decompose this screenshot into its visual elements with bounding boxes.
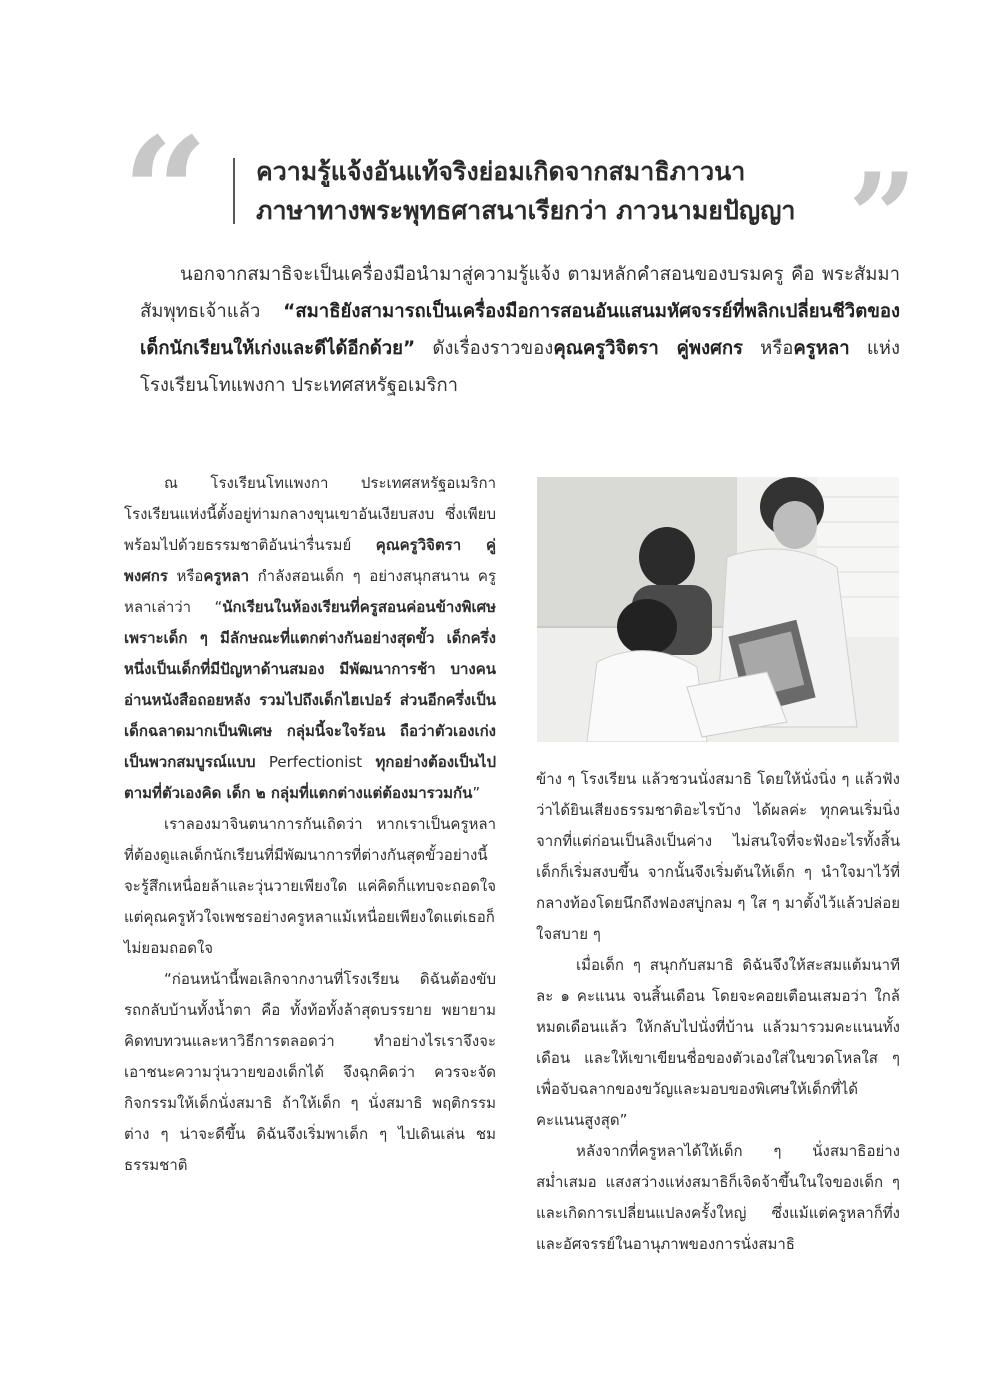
teacher-name: คุณครูวิจิตรา คู่พงศกร	[553, 338, 743, 359]
intro-text: ดังเรื่องราวของ	[415, 338, 554, 359]
body-paragraph: ข้าง ๆ โรงเรียน แล้วชวนนั่งสมาธิ โดยให้นั่งนิ่ง ๆ แล้วฟังว่าได้ยินเสียงธรรมชาติอะไรบ้าง ได้ผลค่ะ ทุกคนเริ่มนิ่ง จากที่แต่ก่อนเป็นลิงเป็นค่าง ไม่สนใจที่จะฟังอะไรทั้งสิ้น เด็กก็เริ่มสงบขึ้น จากนั้นจึงเริ่มต้นให้เด็ก ๆ นำใจมาไว้ที่กลางท้องโดยนึกถึงฟองสบู่กลม ๆ ใส ๆ มาตั้งไว้แล้วปล่อยใจสบาย ๆ	[536, 770, 900, 943]
intro-highlight: “สมาธิยังสามารถเป็นเครื่องมือการสอนอันแสนมหัศจรรย์ที่พลิกเปลี่ยนชีวิตของเด็กนักเรียนให้เก่งและดีได้อีกด้วย”	[140, 301, 900, 359]
classroom-photo	[537, 477, 899, 742]
pull-quote	[256, 152, 856, 230]
body-paragraph: เราลองมาจินตนาการกันเถิดว่า หากเราเป็นครูหลา ที่ต้องดูแลเด็กนักเรียนที่มีพัฒนาการที่ต่างกันสุดขั้วอย่างนี้ จะรู้สึกเหนื่อยล้าและวุ่นวายเพียงใด แค่คิดก็แทบจะถอดใจ แต่คุณครูหัวใจเพชรอย่างครูหลาแม้เหนื่อยเพียงใดแต่เธอก็ไม่ยอมถอดใจ	[124, 815, 496, 957]
intro-paragraph	[140, 256, 900, 404]
teacher-nickname: ครูหลา	[203, 567, 250, 585]
body-paragraph: เมื่อเด็ก ๆ สนุกกับสมาธิ ดิฉันจึงให้สะสมแต้มนาทีละ ๑ คะแนน จนสิ้นเดือน โดยจะคอยเตือนเสมอว่า ใกล้หมดเดือนแล้ว ให้กลับไปนั่งที่บ้าน แล้วมารวมคะแนนทั้งเดือน และให้เขาเขียนชื่อของตัวเองใส่ในขวดโหลใส ๆ เพื่อจับฉลากของขวัญและมอบของพิเศษให้เด็กที่ได้คะแนนสูงสุด”	[536, 956, 900, 1129]
left-column	[124, 468, 496, 1181]
open-quote-mark: “	[122, 105, 209, 281]
pull-quote-line-2: ภาษาทางพระพุทธศาสนาเรียกว่า ภาวนามยปัญญา	[256, 196, 796, 225]
teacher-nickname: ครูหลา	[793, 338, 850, 359]
close-quote-mark: ”	[848, 147, 918, 288]
body-text: ณ โรงเรียนโทแพงกา ประเทศสหรัฐอเมริกา โรงเรียนแห่งนี้ตั้งอยู่ท่ามกลางขุนเขาอันเงียบสงบ ซึ่งเพียบพร้อมไปด้วยธรรมชาติอันน่ารื่นรมย์	[124, 474, 496, 554]
intro-text: นอกจากสมาธิจะเป็นเครื่องมือนำมาสู่ความรู้แจ้ง ตามหลักคำสอนของบรมครู คือ พระสัมมาสัมพุทธเจ้าแล้ว	[140, 264, 900, 322]
body-text: กำลังสอนเด็ก ๆ อย่างสนุกสนาน ครูหลาเล่าว่า “	[124, 567, 496, 616]
quoted-statement: ทุกอย่างต้องเป็นไปตามที่ตัวเองคิด เด็ก ๒ กลุ่มที่แตกต่างแต่ต้องมารวมกัน	[124, 753, 496, 802]
teacher-name: คุณครูวิจิตรา คู่พงศกร	[124, 536, 496, 585]
pull-quote-line-1: ความรู้แจ้งอันแท้จริงย่อมเกิดจากสมาธิภาวนา	[256, 157, 746, 186]
intro-text: หรือ	[742, 338, 794, 359]
body-text: ”	[472, 784, 481, 802]
body-paragraph: “ก่อนหน้านี้พอเลิกจากงานที่โรงเรียน ดิฉันต้องขับรถกลับบ้านทั้งน้ำตา คือ ทั้งท้อทั้งล้าสุดบรรยาย พยายามคิดทบทวนและหาวิธีการตลอดว่า ทำอย่างไรเราจึงจะเอาชนะความวุ่นวายของเด็กได้ จึงฉุกคิดว่า ควรจะจัดกิจกรรมให้เด็กนั่งสมาธิ ถ้าให้เด็ก ๆ นั่งสมาธิ พฤติกรรมต่าง ๆ น่าจะดีขึ้น ดิฉันจึงเริ่มพาเด็ก ๆ ไปเดินเล่น ชมธรรมชาติ	[124, 970, 496, 1174]
body-text: Perfectionist	[255, 753, 376, 771]
body-paragraph	[124, 468, 496, 809]
pull-quote-divider	[233, 158, 235, 224]
body-paragraph: หลังจากที่ครูหลาได้ให้เด็ก ๆ นั่งสมาธิอย่างสม่ำเสมอ แสงสว่างแห่งสมาธิก็เจิดจ้าขึ้นในใจของเด็ก ๆ และเกิดการเปลี่ยนแปลงครั้งใหญ่ ซึ่งแม้แต่ครูหลาก็ทึ่งและอัศจรรย์ในอานุภาพของการนั่งสมาธิ	[536, 1142, 900, 1253]
intro-text: แห่งโรงเรียนโทแพงกา ประเทศสหรัฐอเมริกา	[140, 338, 900, 396]
body-text: หรือ	[167, 567, 204, 585]
quoted-statement: นักเรียนในห้องเรียนที่ครูสอนค่อนข้างพิเศษ เพราะเด็ก ๆ มีลักษณะที่แตกต่างกันอย่างสุดขั้ว เด็กครึ่งหนึ่งเป็นเด็กที่มีปัญหาด้านสมอง มีพัฒนาการช้า บางคนอ่านหนังสือถอยหลัง รวมไปถึงเด็กไฮเปอร์ ส่วนอีกครึ่งเป็นเด็กฉลาดมากเป็นพิเศษ กลุ่มนี้จะใจร้อน ถือว่าตัวเองเก่ง เป็นพวกสมบูรณ์แบบ	[124, 598, 496, 771]
right-column	[536, 764, 900, 1260]
photo-illustration	[537, 477, 899, 742]
